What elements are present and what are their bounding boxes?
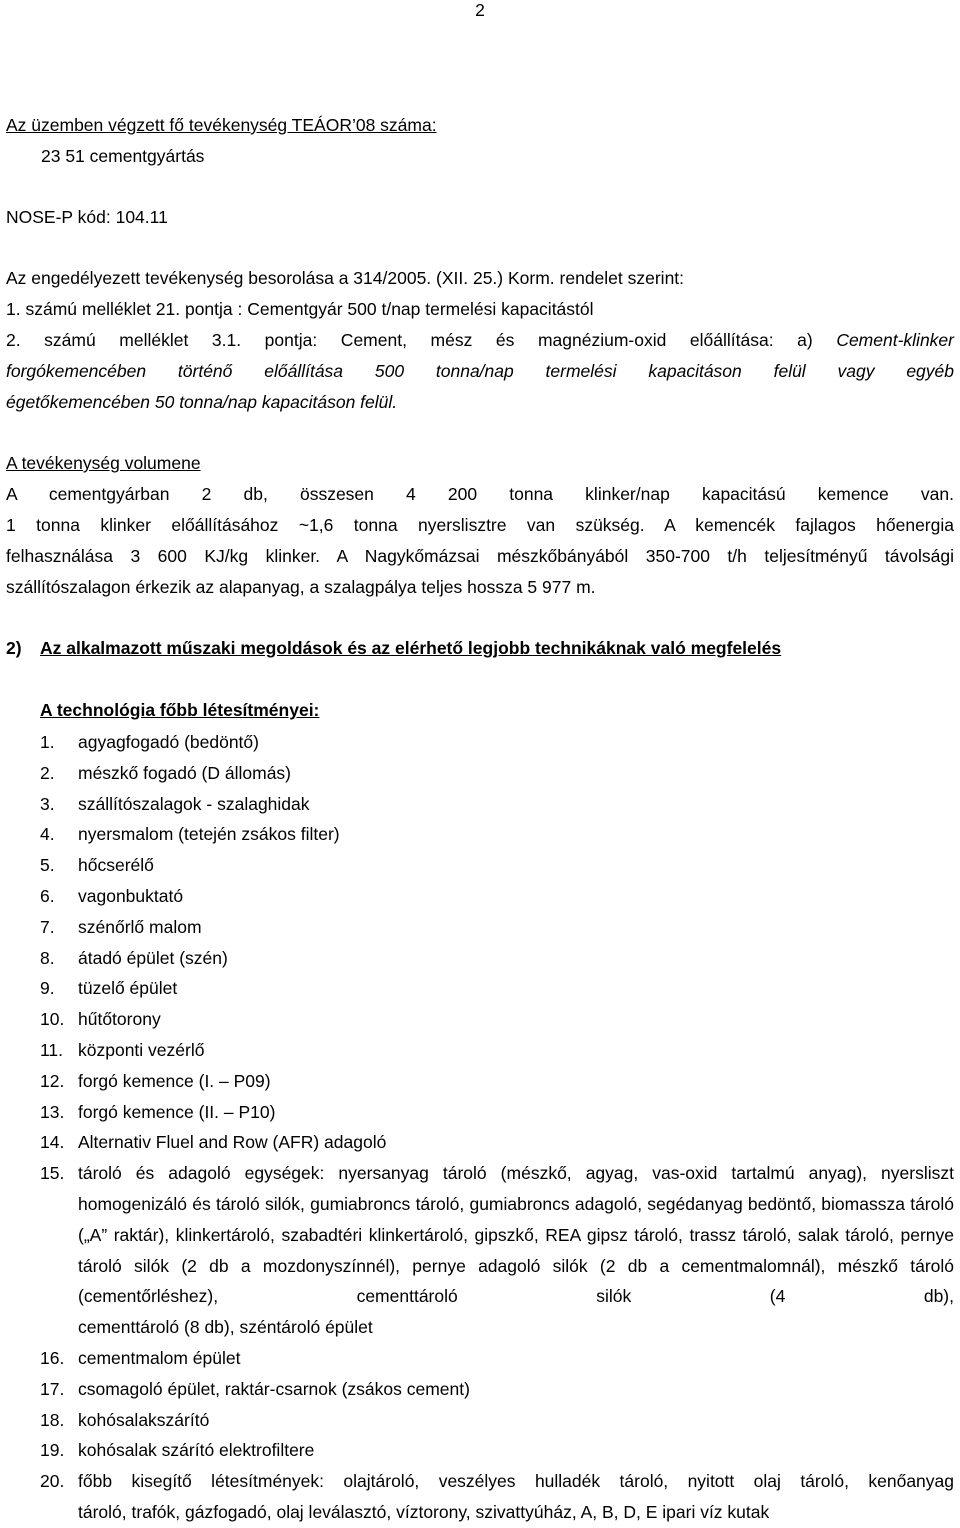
annex-2-entry-line1 (6, 327, 954, 353)
facility-list (0, 727, 954, 1528)
section-2-number: 2) (6, 638, 22, 658)
list-item (0, 1035, 954, 1066)
classification-heading: Az engedélyezett tevékenység besorolása a 314/2005. (XII. 25.) Korm. rendelet szerint: (6, 268, 685, 288)
list-item-number: 7. (40, 916, 55, 937)
annex-2-italic-1: Cement-klinker (836, 330, 954, 350)
list-item (0, 1097, 954, 1128)
list-item (0, 1374, 954, 1405)
list-item-number: 8. (40, 947, 55, 968)
list-item (0, 881, 954, 912)
page-number: 2 (475, 0, 485, 20)
list-item (0, 850, 954, 881)
list-item-text: átadó épület (szén) (78, 947, 228, 968)
teaor-code: 23 51 cementgyártás (41, 146, 205, 166)
list-item (0, 973, 954, 1004)
list-item (0, 1466, 954, 1528)
list-item (0, 727, 954, 758)
list-item-number: 12. (40, 1070, 65, 1091)
list-item-number: 18. (40, 1409, 65, 1430)
list-item-number: 6. (40, 885, 55, 906)
list-item-text: vagonbuktató (78, 885, 184, 906)
list-item (0, 1127, 954, 1158)
list-item-number: 9. (40, 978, 55, 999)
list-item-last-line: tároló, trafók, gázfogadó, olaj leválasztó, víztorony, szivattyúház, A, B, D, E ipari víz kutak (78, 1501, 770, 1522)
list-item-number: 15. (40, 1163, 65, 1184)
annex-2-prefix: 2. számú melléklet 3.1. pontja: Cement, mész és magnézium-oxid előállítása: a) (6, 330, 837, 350)
list-item-number: 20. (40, 1471, 65, 1492)
list-item-text: forgó kemence (II. – P10) (78, 1101, 276, 1122)
technology-title: A technológia főbb létesítményei: (40, 700, 320, 720)
list-item-number: 4. (40, 824, 55, 845)
list-item-text: cementmalom épület (78, 1347, 241, 1368)
annex-2-entry-line3: égetőkemencében 50 tonna/nap kapacitáson felül. (6, 392, 398, 412)
list-item-text: agyagfogadó (bedöntő) (78, 732, 259, 752)
volume-line-4: szállítószalagon érkezik az alapanyag, a szalagpálya teljes hossza 5 977 m. (6, 577, 596, 597)
list-item-text: csomagoló épület, raktár-csarnok (zsákos cement) (78, 1378, 470, 1399)
list-item (0, 819, 954, 850)
list-item-text: kohósalakszárító (78, 1409, 210, 1430)
list-item (0, 1066, 954, 1097)
list-item-text: központi vezérlő (78, 1039, 205, 1060)
list-item (0, 758, 954, 789)
annex-1-entry: 1. számú melléklet 21. pontja : Cementgyár 500 t/nap termelési kapacitástól (6, 299, 594, 319)
list-item (0, 1435, 954, 1466)
volume-heading: A tevékenység volumene (6, 453, 201, 473)
list-item-number: 17. (40, 1378, 65, 1399)
list-item-text: szénőrlő malom (78, 916, 202, 937)
list-item-text: tároló és adagoló egységek: nyersanyag tároló (mészkő, agyag, vas-oxid tartalmú anyag), nyersliszt homogenizáló és tároló silók, gumiabroncs tároló, gumiabroncs adagoló, segédanyag bedöntő, biomassza tároló („A” raktár), klinkertároló, szabadtéri klinkertároló, gipszkő, REA gipsz tároló, trassz tároló, salak tároló, pernye tároló silók (2 db a mozdonyszínnél), pernye adagoló silók (2 db a cementmalomnál), mészkő tároló (cementőrléshez), cementtároló silók (4 db), (78, 1163, 954, 1307)
list-item-text: főbb kisegítő létesítmények: olajtároló, veszélyes hulladék tároló, nyitott olaj tároló, kenőanyag (78, 1471, 954, 1492)
list-item-body (78, 1466, 954, 1528)
volume-line-2: 1 tonna klinker előállításához ~1,6 tonna nyerslisztre van szükség. A kemencék fajlagos hőenergia (6, 515, 954, 535)
list-item-number: 16. (40, 1347, 65, 1368)
list-item-text: tüzelő épület (78, 978, 178, 999)
list-item-last-line: cementtároló (8 db), széntároló épület (78, 1317, 373, 1338)
list-item-number: 10. (40, 1009, 65, 1030)
list-item (0, 1405, 954, 1436)
volume-line-1: A cementgyárban 2 db, összesen 4 200 tonna klinker/nap kapacitású kemence van. (6, 484, 954, 504)
list-item-number: 11. (40, 1039, 64, 1060)
list-item-number: 1. (40, 732, 55, 752)
list-item-text: forgó kemence (I. – P09) (78, 1070, 271, 1091)
annex-2-entry-line2: forgókemencében történő előállítása 500 tonna/nap termelési kapacitáson felül vagy egyéb (6, 361, 954, 381)
list-item-number: 13. (40, 1101, 65, 1122)
nose-p-code: NOSE-P kód: 104.11 (6, 207, 168, 227)
list-item-text: mészkő fogadó (D állomás) (78, 762, 291, 783)
list-item-text: szállítószalagok - szalaghidak (78, 793, 310, 814)
list-item-number: 14. (40, 1132, 65, 1153)
section-2-title: Az alkalmazott műszaki megoldások és az elérhető legjobb technikáknak való megfelelés (40, 638, 782, 658)
list-item (0, 1343, 954, 1374)
list-item (0, 943, 954, 974)
volume-line-3: felhasználása 3 600 KJ/kg klinker. A Nagykőmázsai mészkőbányából 350-700 t/h teljesítményű távolsági (6, 546, 954, 566)
list-item-text: hőcserélő (78, 855, 154, 876)
list-item (0, 789, 954, 820)
list-item-text: kohósalak szárító elektrofiltere (78, 1440, 315, 1461)
list-item-text: hűtőtorony (78, 1009, 161, 1030)
list-item-text: nyersmalom (tetején zsákos filter) (78, 824, 340, 845)
list-item (0, 1004, 954, 1035)
list-item-body (78, 1158, 954, 1343)
activity-heading: Az üzemben végzett fő tevékenység TEÁOR’08 száma: (6, 115, 437, 135)
section-2-heading (6, 635, 954, 661)
list-item (0, 1158, 954, 1343)
list-item-number: 3. (40, 793, 55, 814)
list-item-number: 19. (40, 1440, 65, 1461)
list-item-number: 5. (40, 855, 55, 876)
list-item-number: 2. (40, 762, 55, 783)
list-item (0, 912, 954, 943)
list-item-text: Alternativ Fluel and Row (AFR) adagoló (78, 1132, 387, 1153)
